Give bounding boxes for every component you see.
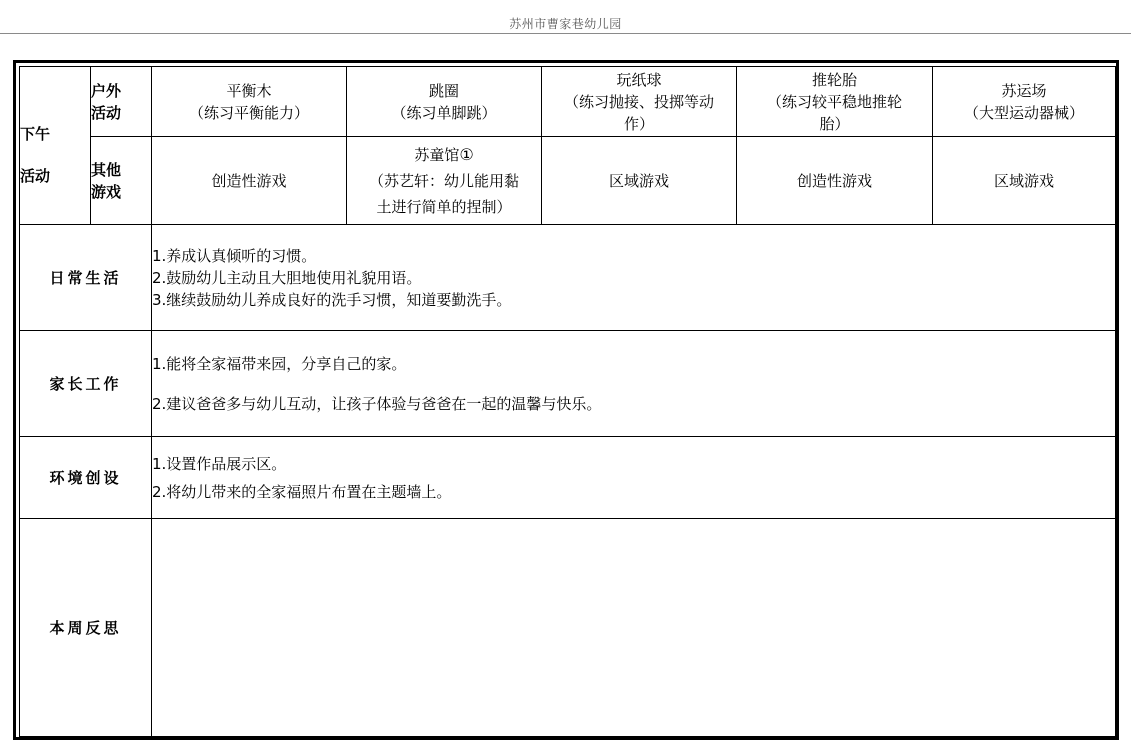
environment-item: 1.设置作品展示区。 — [152, 454, 287, 473]
parent-work-item: 2.建议爸爸多与幼儿互动，让孩子体验与爸爸在一起的温馨与快乐。 — [152, 394, 602, 413]
page-header-title: 苏州市曹家巷幼儿园 — [509, 17, 622, 31]
outdoor-item-balance-beam — [152, 67, 347, 137]
outdoor-activities-label — [91, 67, 152, 137]
outdoor-label-line2: 活动 — [91, 103, 122, 122]
other-games-label-line1: 其他 — [91, 160, 122, 179]
outdoor-item-detail: （练习单脚跳） — [391, 103, 497, 122]
outdoor-item-name: 平衡木 — [226, 81, 272, 100]
other-game-item-su-tong-hall — [347, 137, 542, 225]
other-game-item: 区域游戏 — [542, 137, 737, 225]
outdoor-item-hoop-jump — [347, 67, 542, 137]
outdoor-item-paper-ball — [542, 67, 737, 137]
outdoor-item-name: 苏运场 — [1001, 81, 1047, 100]
outdoor-item-detail: 胎） — [819, 114, 850, 133]
outdoor-item-detail: （练习平衡能力） — [188, 103, 309, 122]
parent-work-content — [152, 331, 1116, 437]
outdoor-item-name: 推轮胎 — [811, 70, 857, 89]
outdoor-item-name: 玩纸球 — [616, 70, 662, 89]
outdoor-label-line1: 户外 — [91, 81, 122, 100]
other-game-item: 创造性游戏 — [737, 137, 933, 225]
afternoon-label-line1: 下午 — [20, 124, 51, 143]
other-games-label-line2: 游戏 — [91, 182, 122, 201]
environment-label: 环境创设 — [20, 437, 152, 519]
reflection-row — [20, 519, 1116, 737]
outdoor-activities-row — [20, 67, 1116, 137]
outdoor-item-name: 跳圈 — [428, 81, 459, 100]
other-games-label — [91, 137, 152, 225]
weekly-plan-table — [19, 66, 1116, 737]
page-header — [0, 0, 1131, 34]
other-game-item-detail: （苏艺轩：幼儿能用黏 — [368, 171, 519, 190]
daily-life-item: 2.鼓励幼儿主动且大胆地使用礼貌用语。 — [152, 268, 422, 287]
environment-item: 2.将幼儿带来的全家福照片布置在主题墙上。 — [152, 482, 452, 501]
outdoor-item-detail: （练习抛接、投掷等动 — [563, 92, 714, 111]
afternoon-label-line2: 活动 — [20, 166, 51, 185]
other-game-item-detail: 土进行简单的捏制） — [376, 197, 512, 216]
daily-life-row — [20, 225, 1116, 331]
daily-life-item: 1.养成认真倾听的习惯。 — [152, 246, 317, 265]
environment-row — [20, 437, 1116, 519]
other-games-row — [20, 137, 1116, 225]
outdoor-item-detail: （大型运动器械） — [963, 103, 1084, 122]
reflection-label: 本周反思 — [20, 519, 152, 737]
afternoon-activities-label — [20, 67, 91, 225]
environment-content — [152, 437, 1116, 519]
outdoor-item-playground — [933, 67, 1116, 137]
daily-life-item: 3.继续鼓励幼儿养成良好的洗手习惯，知道要勤洗手。 — [152, 290, 512, 309]
other-game-item: 区域游戏 — [933, 137, 1116, 225]
circled-number-mark: ① — [459, 144, 474, 164]
reflection-content[interactable] — [152, 519, 1116, 737]
parent-work-label: 家长工作 — [20, 331, 152, 437]
parent-work-row — [20, 331, 1116, 437]
other-game-item-name — [347, 144, 541, 166]
other-game-item: 创造性游戏 — [152, 137, 347, 225]
outdoor-item-detail: （练习较平稳地推轮 — [766, 92, 902, 111]
outdoor-item-detail: 作） — [623, 114, 654, 133]
daily-life-content — [152, 225, 1116, 331]
parent-work-item: 1.能将全家福带来园，分享自己的家。 — [152, 354, 407, 373]
su-tong-hall-name: 苏童馆 — [414, 145, 460, 164]
plan-table-frame — [13, 60, 1119, 740]
outdoor-item-push-tire — [737, 67, 933, 137]
daily-life-label: 日常生活 — [20, 225, 152, 331]
